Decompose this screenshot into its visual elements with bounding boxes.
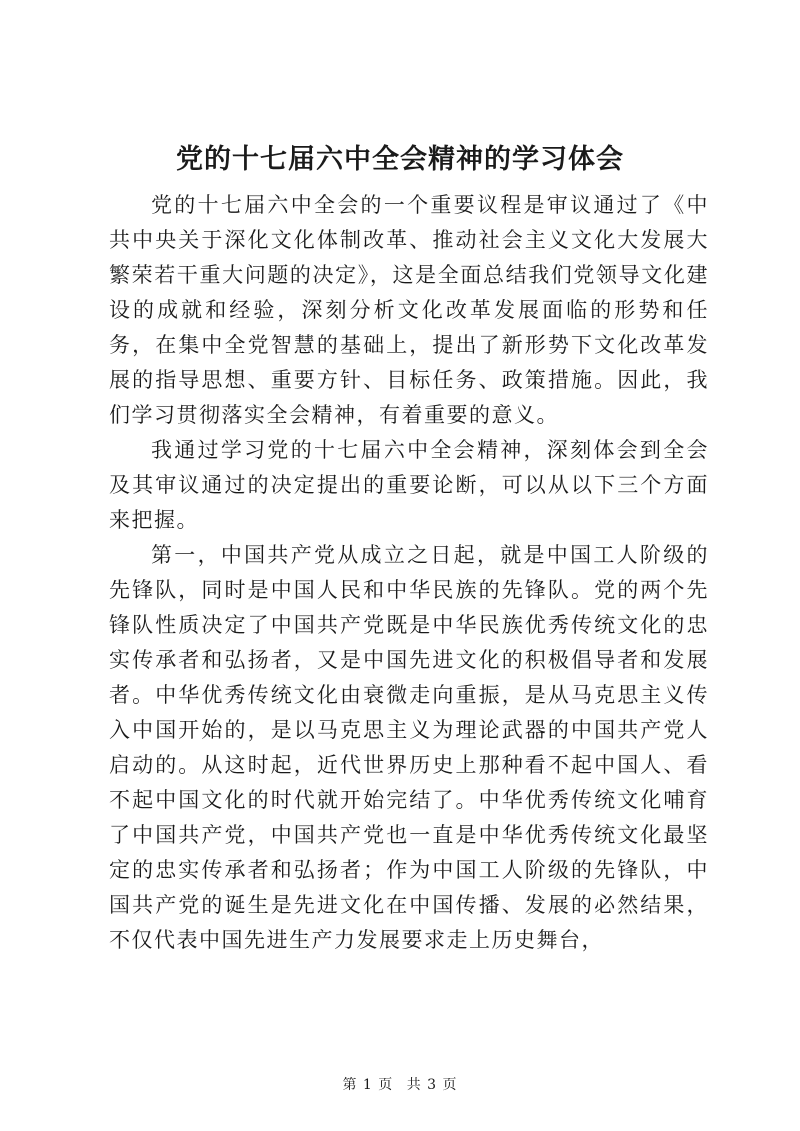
paragraph-1: 党的十七届六中全会的一个重要议程是审议通过了《中共中央关于深化文化体制改革、推动社会主义文化大发展大繁荣若干重大问题的决定》，这是全面总结我们党领导文化建设的成就和经验，深刻分析文化改革发展面临的形势和任务，在集中全党智慧的基础上，提出了新形势下文化改革发展的指导思想、重要方针、目标任务、政策措施。因此，我们学习贯彻落实全会精神，有着重要的意义。: [109, 193, 709, 427]
document-body: [109, 188, 709, 958]
page-footer: [0, 1075, 800, 1095]
paragraph-3: 第一，中国共产党从成立之日起，就是中国工人阶级的先锋队，同时是中国人民和中华民族的先锋队。党的两个先锋队性质决定了中国共产党既是中华民族优秀传统文化的忠实传承者和弘扬者，又是中国先进文化的积极倡导者和发展者。中华优秀传统文化由衰微走向重振，是从马克思主义传入中国开始的，是以马克思主义为理论武器的中国共产党人启动的。从这时起，近代世界历史上那种看不起中国人、看不起中国文化的时代就开始完结了。中华优秀传统文化哺育了中国共产党，中国共产党也一直是中华优秀传统文化最坚定的忠实传承者和弘扬者；作为中国工人阶级的先锋队，中国共产党的诞生是先进文化在中国传播、发展的必然结果，不仅代表中国先进生产力发展要求走上历史舞台，: [109, 543, 709, 952]
paragraph-2: 我通过学习党的十七届六中全会精神，深刻体会到全会及其审议通过的决定提出的重要论断，可以从以下三个方面来把握。: [109, 438, 709, 532]
page-number: 第 1 页: [342, 1077, 394, 1093]
page-total: 共 3 页: [406, 1077, 458, 1093]
document-title: 党的十七届六中全会精神的学习体会: [176, 144, 624, 175]
